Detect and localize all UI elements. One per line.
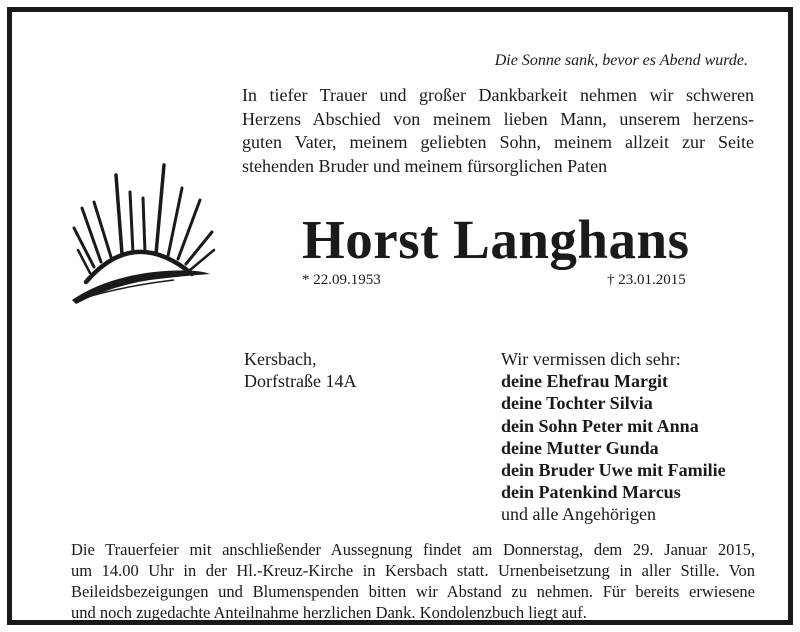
- notice-line: Die Trauerfeier mit anschließender Aussegnung findet am Donnerstag, dem 29. Januar 2015,: [71, 540, 755, 559]
- deceased-name: Horst Langhans: [302, 209, 690, 270]
- mourner-name: dein Bruder Uwe mit Familie: [501, 460, 726, 481]
- death-date: † 23.01.2015: [607, 272, 686, 288]
- intro-line: guten Vater, meinem geliebten Sohn, meinem allzeit zur Seite: [242, 132, 754, 152]
- mourner-name: dein Patenkind Marcus: [501, 482, 681, 503]
- address: [244, 348, 356, 392]
- setting-sun-icon: [64, 160, 224, 310]
- funeral-notice: [71, 539, 755, 623]
- mourners-heading: Wir vermissen dich sehr:: [501, 349, 681, 369]
- motto: Die Sonne sank, bevor es Abend wurde.: [494, 52, 748, 69]
- mourner-name: deine Tochter Silvia: [501, 393, 653, 414]
- notice-line: Beileidsbezeigungen und Blumenspenden bitten wir Abstand zu nehmen. Für bereits erwiesene: [71, 582, 755, 601]
- intro-line: Herzens Abschied von meinem lieben Mann, unserem herzens-: [242, 108, 754, 129]
- birth-date: * 22.09.1953: [302, 272, 381, 288]
- obituary-frame: [7, 7, 793, 625]
- mourners-list: [501, 348, 726, 526]
- mourner-name: dein Sohn Peter mit Anna: [501, 415, 699, 436]
- intro-text: [242, 84, 754, 178]
- intro-line: stehenden Bruder und meinem fürsorglichen Paten: [242, 155, 608, 176]
- notice-line: um 14.00 Uhr in der Hl.-Kreuz-Kirche in Kersbach statt. Urnenbeisetzung in aller Stille. Von: [71, 561, 755, 580]
- mourner-name: deine Ehefrau Margit: [501, 371, 668, 392]
- intro-line: In tiefer Trauer und großer Dankbarkeit nehmen wir schweren: [242, 85, 754, 105]
- address-line: Kersbach,: [244, 349, 317, 369]
- notice-line: und noch zugedachte Anteilnahme herzlichen Dank. Kondolenzbuch liegt auf.: [71, 603, 587, 622]
- mourners-closing: und alle Angehörigen: [501, 504, 656, 525]
- address-line: Dorfstraße 14A: [244, 371, 357, 391]
- mourner-name: deine Mutter Gunda: [501, 437, 659, 458]
